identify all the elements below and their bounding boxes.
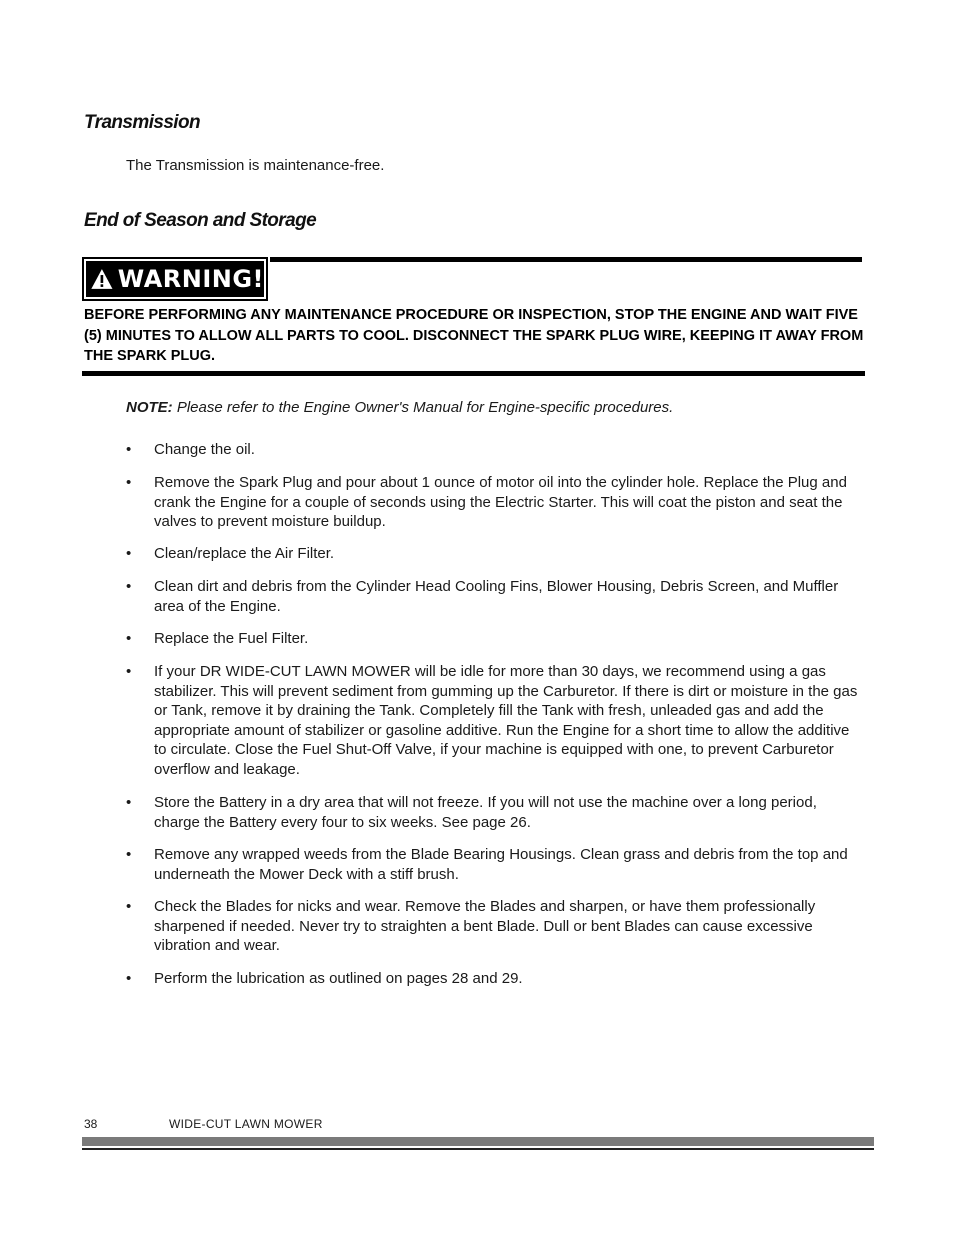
bullet-icon: • [126, 578, 132, 595]
list-item: • Remove any wrapped weeds from the Blade Bearing Housings. Clean grass and debris from the top and underneath the Mower Deck with a stiff brush. [126, 846, 848, 883]
bullet-icon: • [126, 970, 132, 987]
footer-title: WIDE-CUT LAWN MOWER [169, 1117, 323, 1131]
note [126, 398, 673, 418]
list-item: • Check the Blades for nicks and wear. Remove the Blades and sharpen, or have them professionally sharpened if needed. Never try to straighten a bent Blade. Dull or bent Blades can cause excessive vibration and wear. [126, 898, 816, 954]
footer-bar [82, 1137, 874, 1146]
transmission-heading: Transmission [84, 112, 200, 133]
warning-text: BEFORE PERFORMING ANY MAINTENANCE PROCEDURE OR INSPECTION, STOP THE ENGINE AND WAIT FIVE (5) MINUTES TO ALLOW ALL PARTS TO COOL. DISCONNECT THE SPARK PLUG WIRE, KEEPING IT AWAY FROM THE SPARK PLUG. [84, 307, 864, 364]
bullet-icon: • [126, 474, 132, 491]
warning-top-rule [270, 257, 862, 262]
note-label: NOTE: [126, 399, 173, 416]
bullet-icon: • [126, 663, 132, 680]
note-text: Please refer to the Engine Owner's Manual for Engine-specific procedures. [176, 399, 674, 416]
bullet-icon: • [126, 630, 132, 647]
bullet-icon: • [126, 441, 132, 458]
list-item: • Store the Battery in a dry area that will not freeze. If you will not use the machine over a long period, charge the Battery every four to six weeks. See page 26. [126, 794, 817, 831]
list-item: • Clean/replace the Air Filter. [126, 545, 335, 562]
bullet-icon: • [126, 898, 132, 915]
footer-page-number: 38 [84, 1117, 98, 1131]
list-item: • Change the oil. [126, 441, 255, 458]
list-item: • Clean dirt and debris from the Cylinder Head Cooling Fins, Blower Housing, Debris Screen, and Muffler area of the Engine. [126, 578, 839, 615]
bullet-icon: • [126, 545, 132, 562]
list-item: • Remove the Spark Plug and pour about 1 ounce of motor oil into the cylinder hole. Replace the Plug and crank the Engine for a couple of seconds using the Electric Starter. This will coat the piston and seat the valves to prevent moisture buildup. [126, 474, 847, 530]
list-item: • If your DR WIDE-CUT LAWN MOWER will be idle for more than 30 days, we recommend using a gas stabilizer. This will prevent sediment from gumming up the Carburetor. If there is dirt or moisture in the gas or Tank, remove it by draining the Tank. Completely fill the Tank with fresh, unleaded gas and add the appropriate amount of stabilizer or gasoline additive. Run the Engine for a short time to allow the additive to circulate. Close the Fuel Shut-Off Valve, if your machine is equipped with one, to prevent Carburetor overflow and leakage. [126, 663, 858, 778]
warning-badge [82, 257, 268, 301]
warning-bottom-rule [82, 371, 865, 376]
bullet-icon: • [126, 794, 132, 811]
transmission-text: The Transmission is maintenance-free. [126, 157, 385, 174]
footer-line [82, 1148, 874, 1150]
warning-label: WARNING! [117, 265, 264, 293]
list-item: • Replace the Fuel Filter. [126, 630, 309, 647]
warning-triangle-icon [90, 262, 114, 296]
bullet-icon: • [126, 846, 132, 863]
storage-heading: End of Season and Storage [84, 210, 317, 231]
list-item: • Perform the lubrication as outlined on pages 28 and 29. [126, 970, 523, 987]
